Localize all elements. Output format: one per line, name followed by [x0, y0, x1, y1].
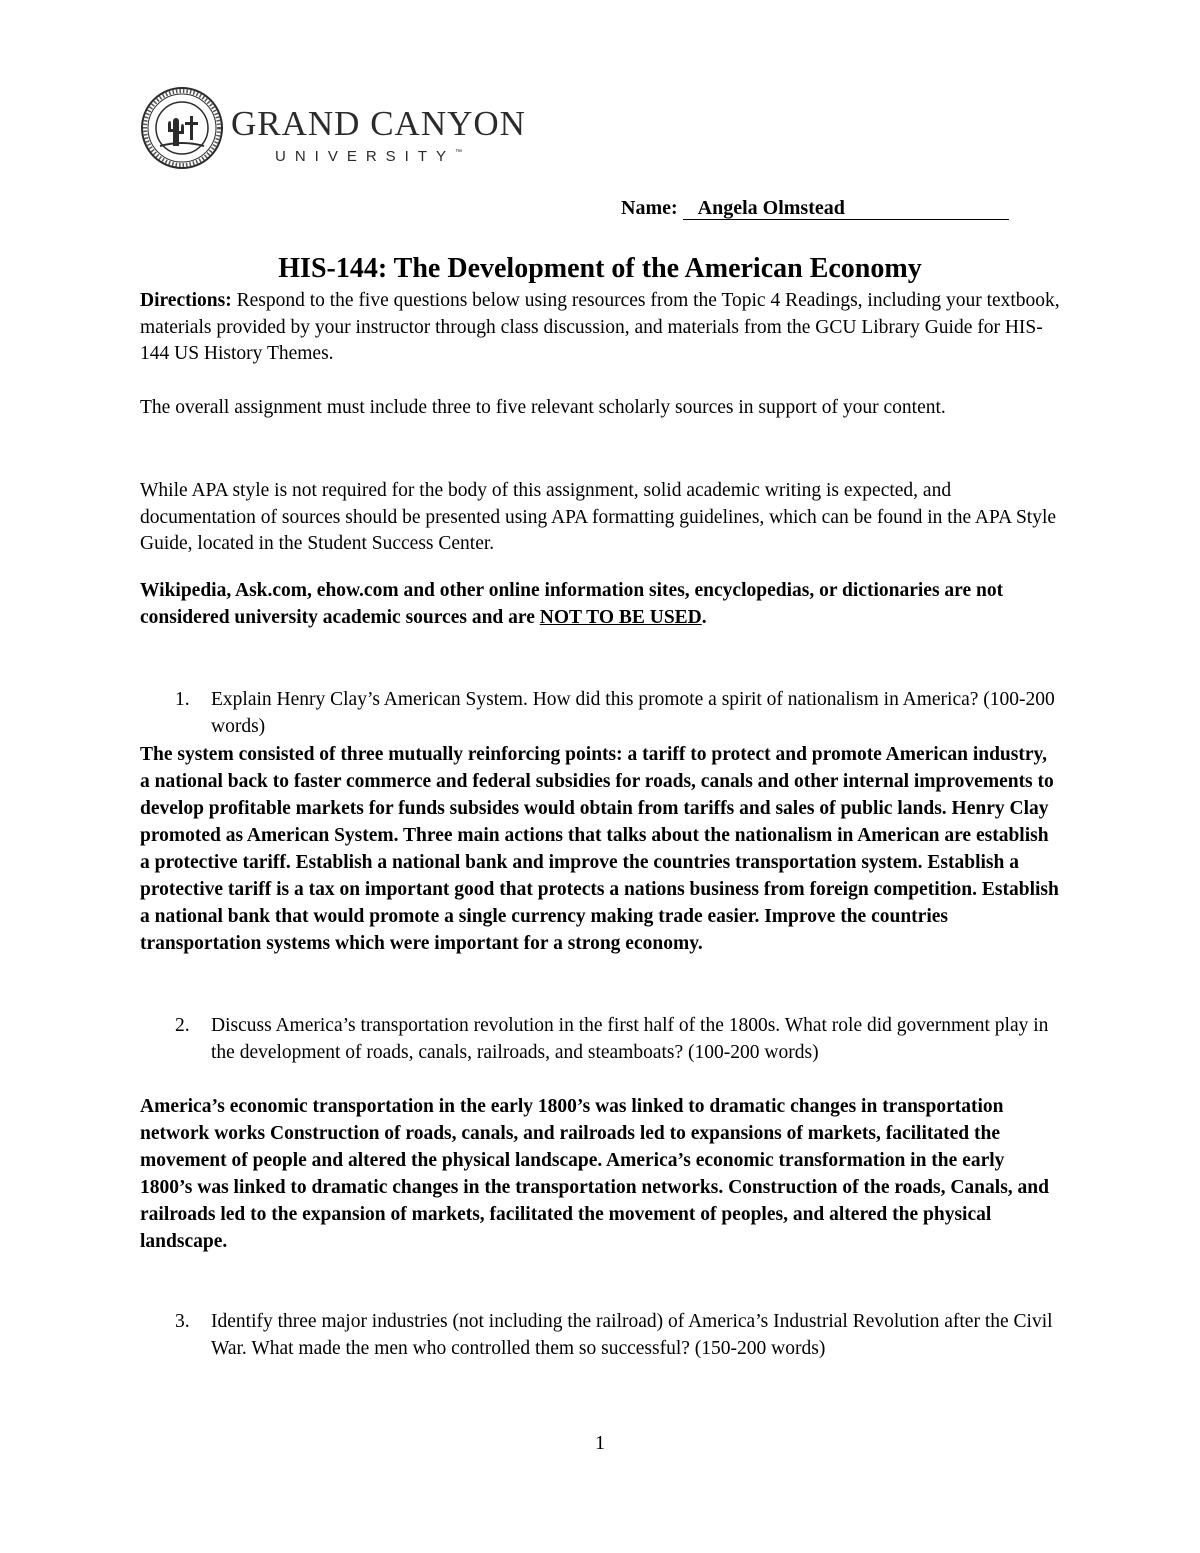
question-text: Identify three major industries (not including the railroad) of America’s Industrial Revolution after the Civil War. What made the men who controlled them so successful? (150-200 words) — [211, 1311, 1053, 1359]
question-number: 2. — [175, 1015, 190, 1036]
name-label: Name: — [621, 197, 678, 219]
question-number: 1. — [175, 689, 190, 710]
question-number: 3. — [175, 1311, 190, 1332]
university-logo — [140, 86, 526, 170]
question-2 — [175, 1012, 1055, 1066]
question-3 — [175, 1308, 1055, 1362]
logo-wordmark-line2-text: UNIVERSITY — [275, 148, 456, 165]
document-title: HIS-144: The Development of the American Economy — [278, 253, 922, 284]
answer-1: The system consisted of three mutually reinforcing points: a tariff to protect and promote American industry, a national back to faster commerce and federal subsidies for roads, canals and other internal improvements to develop profitable markets for funds subsides would obtain from tariffs and sales of public lands. Henry Clay promoted as American System. Three main actions that talks about the nationalism in American are establish a protective tariff. Establish a national bank and improve the countries transportation system. Establish a protective tariff is a tax on important good that protects a nations business from foreign competition. Establish a national bank that would promote a single currency making trade easier. Improve the countries transportation systems which were important for a strong economy. — [140, 744, 1059, 954]
directions-text: Respond to the five questions below using resources from the Topic 4 Readings, including your textbook, materials provided by your instructor through class discussion, and materials from the GCU Library Guide for HIS-144 US History Themes. — [140, 290, 1060, 364]
university-seal-icon — [140, 86, 224, 170]
logo-wordmark-line2 — [275, 149, 462, 164]
apa-paragraph: While APA style is not required for the body of this assignment, solid academic writing is expected, and documentation of sources should be presented using APA formatting guidelines, which can be found in the APA Style Guide, located in the Student Success Center. — [140, 480, 1057, 554]
warning-underlined: NOT TO BE USED — [539, 606, 702, 628]
sources-paragraph: The overall assignment must include three to five relevant scholarly sources in support of your content. — [140, 397, 946, 418]
directions-paragraph — [140, 288, 1060, 368]
name-value: Angela Olmstead — [683, 197, 1009, 220]
question-text: Discuss America’s transportation revolution in the first half of the 1800s. What role did government play in the development of roads, canals, railroads, and steamboats? (100-200 words) — [211, 1015, 1049, 1063]
page-number: 1 — [595, 1432, 605, 1454]
question-text: Explain Henry Clay’s American System. How did this promote a spirit of nationalism in America? (100-200 words) — [211, 689, 1055, 737]
warning-text: Wikipedia, Ask.com, ehow.com and other online information sites, encyclopedias, or dictionaries are not considered university academic sources and are — [140, 580, 1004, 628]
warning-paragraph — [140, 578, 1060, 631]
directions-label: Directions: — [140, 290, 232, 311]
answer-2: America’s economic transportation in the early 1800’s was linked to dramatic changes in transportation network works Construction of roads, canals, and railroads led to expansions of markets, facilitated the movement of people and altered the physical landscape. America’s economic transformation in the early 1800’s was linked to dramatic changes in the transportation networks. Construction of the roads, Canals, and railroads led to the expansion of markets, facilitated the movement of peoples, and altered the physical landscape. — [140, 1096, 1049, 1252]
question-1 — [175, 686, 1055, 740]
name-line — [621, 197, 1009, 220]
logo-wordmark-line1: GRAND CANYON — [231, 104, 526, 143]
warning-end: . — [701, 606, 707, 628]
trademark-symbol: ™ — [455, 149, 463, 156]
